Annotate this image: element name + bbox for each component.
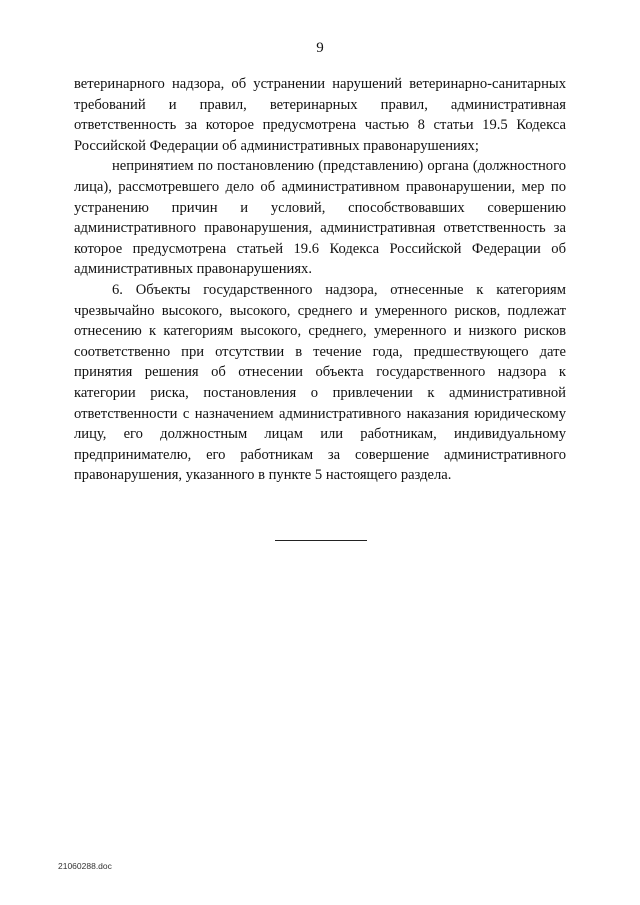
paragraph-continuation: ветеринарного надзора, об устранении нарушений ветеринарно-санитарных требований и правил, ветеринарных правил, административная ответственность за которое предусмотрена частью 8 статьи 19.5 Кодекса Российской Федерации об административных правонарушениях; xyxy=(74,76,566,154)
paragraph-noncompliance: непринятием по постановлению (представлению) органа (должностного лица), рассмотревшего дело об административном правонарушении, мер по устранению причин и условий, способствовавших совершению административного правонарушения, административная ответственность за которое предусмотрена статьей 19.6 Кодекса Российской Федерации об административных правонарушениях. xyxy=(74,158,566,278)
document-body xyxy=(74,74,566,486)
end-of-text-divider xyxy=(275,540,367,541)
page-number: 9 xyxy=(316,40,324,56)
document-file-code: 21060288.doc xyxy=(58,861,112,871)
paragraph-item-6: 6. Объекты государственного надзора, отнесенные к категориям чрезвычайно высокого, высокого, среднего и умеренного рисков, подлежат отнесению к категориям высокого, среднего, умеренного и низкого рисков соответственно при отсутствии в течение года, предшествующего дате принятия решения об отнесении объекта государственного надзора к категории риска, постановления о привлечении к административной ответственности с назначением административного наказания юридическому лицу, его должностным лицам или работникам, индивидуальному предпринимателю, его работникам за совершение административного правонарушения, указанного в пункте 5 настоящего раздела. xyxy=(74,281,566,484)
